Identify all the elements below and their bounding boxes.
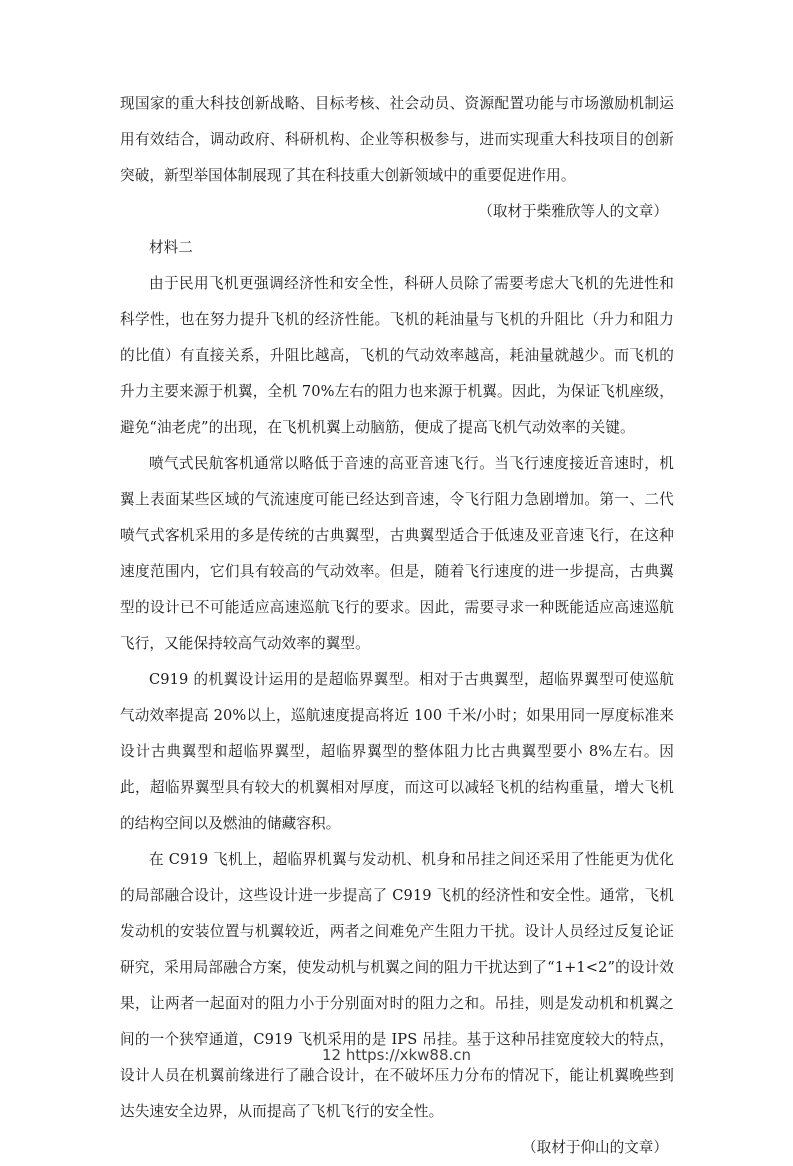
material-two-paragraph-4: 在 C919 飞机上，超临界机翼与发动机、机身和吊挂之间还采用了性能更为优化的局部融合设计，这些设计进一步提高了 C919 飞机的经济性和安全性。通常，飞机发动机的安装位置与机翼较近，两者之间难免产生阻力干扰。设计人员经过反复论证研究，采用局部融合方案，使发动机与机翼之间的阻力干扰达到了“1+1<2”的设计效果，让两者一起面对的阻力小于分别面对时的阻力之和。吊挂，则是发动机和机翼之间的一个狭窄通道，C919 飞机采用的是 IPS 吊挂。基于这种吊挂宽度较大的特点，设计人员在机翼前缘进行了融合设计，在不破坏压力分布的情况下，能让机翼晚些到达失速安全边界，从而提高了飞机飞行的安全性。 <box>120 851 674 1120</box>
material-two-paragraph-1: 由于民用飞机更强调经济性和安全性，科研人员除了需要考虑大飞机的先进性和科学性，也在努力提升飞机的经济性能。飞机的耗油量与飞机的升阻比（升力和阻力的比值）有直接关系，升阻比越高，飞机的气动效率越高，耗油量就越少。而飞机的升力主要来源于机翼，全机 70%左右的阻力也来源于机翼。因此，为保证飞机座级，避免“油老虎”的出现，在飞机机翼上动脑筋，便成了提高飞机气动效率的关键。 <box>120 275 674 436</box>
material-two-source: （取材于仰山的文章） <box>522 1139 668 1156</box>
material-one-source: （取材于柴雅欣等人的文章） <box>478 203 668 220</box>
material-two-paragraph-3: C919 的机翼设计运用的是超临界翼型。相对于古典翼型，超临界翼型可使巡航气动效率提高 20%以上，巡航速度提高将近 100 千米/小时；如果用同一厚度标准来设计古典翼型和超临界翼型，超临界翼型的整体阻力比古典翼型要小 8%左右。因此，超临界翼型具有较大的机翼相对厚度，而这可以减轻飞机的结构重量，增大飞机的结构空间以及燃油的储藏容积。 <box>120 671 674 832</box>
material-one-tail-paragraph: 现国家的重大科技创新战略、目标考核、社会动员、资源配置功能与市场激励机制运用有效结合，调动政府、科研机构、企业等积极参与，进而实现重大科技项目的创新突破，新型举国体制展现了其在科技重大创新领域中的重要促进作用。 <box>120 95 674 184</box>
document-page <box>120 86 674 1166</box>
material-two-paragraph-2: 喷气式民航客机通常以略低于音速的高亚音速飞行。当飞行速度接近音速时，机翼上表面某些区域的气流速度可能已经达到音速，令飞行阻力急剧增加。第一、二代喷气式客机采用的多是传统的古典翼型，古典翼型适合于低速及亚音速飞行，在这种速度范围内，它们具有较高的气动效率。但是，随着飞行速度的进一步提高，古典翼型的设计已不可能适应高速巡航飞行的要求。因此，需要寻求一种既能适应高速巡航飞行，又能保持较高气动效率的翼型。 <box>120 455 674 652</box>
page-footer: 12 https://xkw88.cn <box>321 1046 472 1064</box>
material-two-heading: 材料二 <box>149 239 193 256</box>
